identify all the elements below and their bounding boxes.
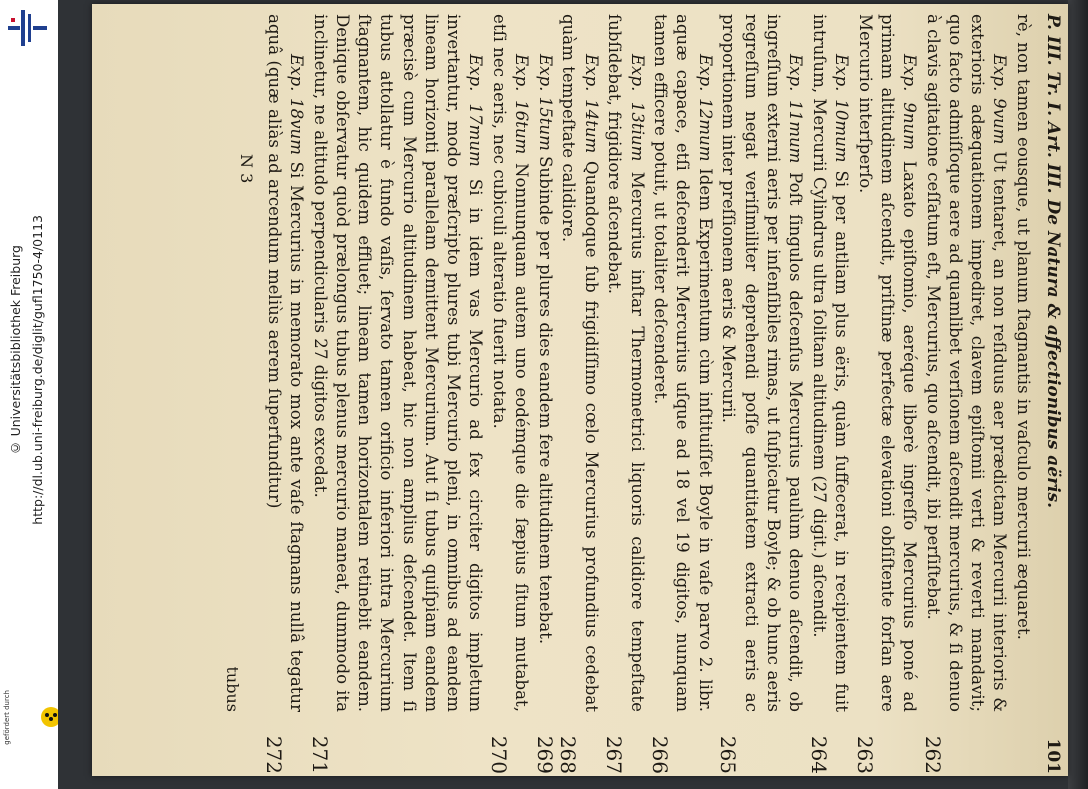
paragraph-list: [263, 14, 1034, 774]
permalink-url[interactable]: http://dl.ub.uni-freiburg.de/diglit/gufl1750-4/0113: [30, 215, 45, 525]
paragraph-number: 272: [261, 735, 286, 774]
paragraph-text: Quandoque ſub frigidiſſimo cœlo Mercurius profundius cedebat quàm tempeſtate calidiore.: [559, 14, 601, 712]
paragraph: [557, 14, 601, 774]
running-head-title: P. III. Tr. I. Art. III. De Natura & affectionibus aëris.: [1043, 14, 1063, 509]
paragraph: [717, 14, 806, 774]
paragraph: [1012, 14, 1034, 774]
paragraph-text: Poſt ſingulos deſcenſus Mercurius paulùm denuo aſcendit, ob ingreſſum externi aeris per inſenſibiles rimas, ut ſuſpicatur Boyle; & ob hunc aeris regreſſum negat veriſimiliter deprehendi poſſe quantitatem extracti aeris ac proportionem inter preſſionem aeris & Mercurii.: [719, 14, 805, 712]
experiment-label: Exp. 15tum: [535, 54, 555, 151]
paragraph: [263, 14, 307, 774]
experiment-label: Exp. 11mum: [785, 54, 805, 164]
paragraph-text: Idem Experimentum cùm inſtituiſſet Boyle in vaſe parvo 2. libr. aquæ capace, etſi deſcenderit Mercurius uſque ad 18 vel 19 digitos, nunquam tamen efficere potuit, ut totaliter deſcenderet.: [651, 14, 715, 712]
experiment-label: Exp. 9num: [899, 54, 919, 150]
paragraph-text: Si per antliam plus aëris, quàm ſuffecerat, in recipientem fuit intruſum, Mercurii Cylindrus ultra ſolitam altitudinem (27 digit.) aſcendit.: [809, 14, 851, 712]
signature-text: N 3: [236, 154, 256, 184]
page-number: 101: [1043, 738, 1063, 774]
experiment-label: Exp. 17mum: [466, 54, 486, 167]
signature-mark: [222, 14, 257, 774]
paragraph-number: 269: [532, 735, 557, 774]
paragraph: [488, 14, 532, 774]
paragraph: [534, 14, 556, 774]
paragraph-number: 268: [556, 735, 581, 774]
paragraph-text: Nonnunquam autem uno eodémque die ſæpius ſitum mutabat, etſi nec aeris, nec cubiculi alteratio fuerit notata.: [489, 14, 532, 712]
paragraph-number: 263: [852, 735, 877, 774]
paragraph-text: Ut tentaret, an non reſiduus aer prædictam Mercurii interioris & exterioris adæquationem impediret, clavem epiſtomii verti & reverti mandavit; quo facto admiſſoque aere ad quamlibet verſionem aſcendit mercurius, & ſi denuo à clavis agitatione ceſſatum eſt, Mercurius, quo aſcendit, ibi perſiſtebat.: [923, 14, 1010, 712]
paragraph-text: rè, non tamen eousque, ut planum ſtagnantis in vaſculo mercurii æquaret.: [1014, 14, 1033, 640]
paragraph-text: Laxato epiſtomio, aeréque liberè ingreſſo Mercurius poné ad primam altitudinem aſcendit, priſtinæ perfectæ elevationi obſiſtente forſan aere Mercurio interſperſo.: [855, 14, 919, 713]
paragraph-number: 271: [307, 735, 332, 774]
experiment-label: Exp. 13tium: [627, 54, 647, 162]
funder-label: gefördert durch: [3, 690, 11, 745]
paragraph: [807, 14, 851, 774]
book-edge: [1068, 0, 1088, 789]
paragraph: [309, 14, 487, 774]
running-head: [1034, 14, 1064, 774]
experiment-label: Exp. 18vum: [287, 54, 306, 155]
copyright-notice: © Universitätsbibliothek Freiburg: [8, 245, 23, 456]
paragraph: [603, 14, 647, 774]
paragraph: [921, 14, 1010, 774]
viewer-sidebar: [0, 0, 58, 789]
paragraph-number: 266: [648, 735, 673, 774]
experiment-label: Exp. 12mum: [695, 54, 715, 162]
funder-caption: [3, 690, 11, 745]
paragraph-number: 270: [486, 735, 511, 774]
paragraph-number: 264: [806, 735, 831, 774]
paragraph-text: Si Mercurius in memorato mox ante vaſe ſtagnans nullâ tegatur aquâ (quæ aliàs ad arcendum meliùs aerem ſuperfunditur): [264, 14, 306, 713]
paragraph-text: Si in idem vas Mercurio ad ſex circiter digitos impletum invertantur, modo præſcripto plures tubi Mercurio pleni, in omnibus ad eandem lineam horizonti parallelam demittent Mercurium. Aut ſi tubus quiſpiam eandem præcisè cum Mercurio altitudinem habeat, hic non amplius deſcendet. Item ſi tubus attollatur è fundo vaſis, ſervato tamen orificio inferiori intra Mercurium ſtagnantem, hic quidem effluet; lineam tamen horizontalem retinebit eandem. Denique obſervatur quòd prælongus tubus plenus mercurio maneat, dummodo ita inclinetur, ne altitudo perpendicularis 27 digitos excedat.: [310, 14, 486, 712]
catchword: tubus: [222, 666, 242, 712]
experiment-label: Exp. 14tum: [581, 54, 601, 154]
paragraph-number: 265: [716, 735, 741, 774]
paragraph-number: 262: [920, 735, 945, 774]
university-logo-icon: [8, 10, 48, 46]
experiment-label: Exp. 9vum: [990, 54, 1010, 145]
paragraph-number: 267: [602, 735, 627, 774]
paragraph: [649, 14, 716, 774]
paragraph-text: Subinde per plures dies eandem fere altitudinem tenebat.: [535, 156, 555, 645]
experiment-label: Exp. 10mum: [831, 54, 851, 163]
paragraph: [853, 14, 920, 774]
page-text-block: [104, 14, 1064, 774]
scanned-page: [92, 4, 1068, 776]
experiment-label: Exp. 16tum: [512, 54, 532, 155]
paragraph-text: Mercurius inſtar Thermometrici liquoris calidiore tempeſtate ſubſidebat, frigidiore aſcendebat.: [605, 14, 647, 712]
